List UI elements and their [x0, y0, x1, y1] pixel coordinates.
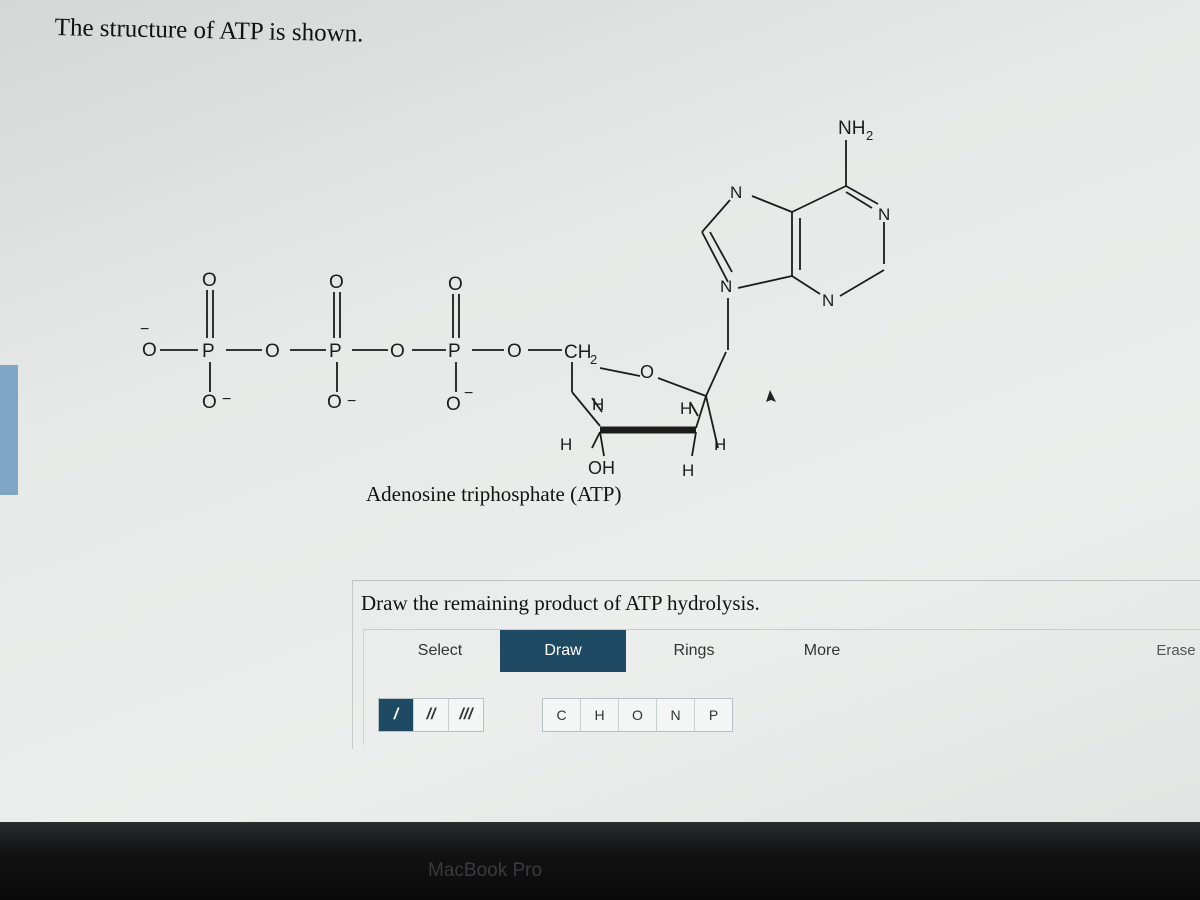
atom-o-bottom-3: O: [446, 394, 461, 415]
answer-instruction: Draw the remaining product of ATP hydrolysis.: [361, 591, 760, 615]
triple-bond-button[interactable]: ///: [459, 706, 473, 723]
atom-h-3: H: [560, 435, 573, 454]
tab-erase[interactable]: Erase: [1156, 642, 1196, 659]
bezel-label: MacBook Pro: [428, 860, 543, 881]
atom-ch2-subscript: 2: [590, 352, 598, 367]
atom-o-top-1: O: [202, 270, 217, 291]
atom-o-bottom-1: O: [202, 392, 217, 413]
atom-o-bridge-3: O: [507, 341, 522, 362]
atom-n-7: N: [730, 183, 743, 202]
atom-nh2: NH: [838, 118, 866, 139]
molecule-caption: Adenosine triphosphate (ATP): [366, 482, 622, 506]
atom-h-button[interactable]: H: [581, 699, 619, 731]
atom-minus-4: −: [464, 385, 474, 402]
answer-panel: [352, 580, 1200, 749]
atom-n-3: N: [822, 291, 835, 310]
drawing-toolbar: [363, 629, 1200, 745]
atom-h-4: H: [714, 435, 727, 454]
atom-h-2: H: [680, 399, 693, 418]
atom-n-9: N: [720, 277, 733, 296]
atom-tool-group: [542, 698, 733, 732]
atom-p-1: P: [202, 341, 215, 362]
atom-o-bottom-2: O: [327, 392, 342, 413]
tab-draw[interactable]: Draw: [500, 630, 626, 672]
atom-o-minus-1: O: [142, 340, 157, 361]
question-title: The structure of ATP is shown.: [54, 14, 364, 48]
atom-ring-o: O: [640, 362, 655, 382]
atom-p-3: P: [448, 341, 461, 362]
atom-o-bridge-2: O: [390, 341, 405, 362]
cursor-icon: [764, 390, 778, 408]
single-bond-button[interactable]: /: [379, 699, 414, 731]
atom-h-5: H: [682, 461, 695, 480]
atom-nh2-subscript: 2: [866, 128, 874, 143]
tab-select[interactable]: Select: [417, 642, 463, 659]
atom-c-button[interactable]: C: [543, 699, 581, 731]
tab-rings[interactable]: Rings: [673, 642, 715, 659]
atom-n-1: N: [878, 205, 891, 224]
atom-p-button[interactable]: P: [708, 707, 719, 723]
atom-h-1: H: [592, 395, 605, 414]
atom-o-top-3: O: [448, 274, 463, 295]
atom-n-button[interactable]: N: [657, 699, 695, 731]
atom-o-bridge-1: O: [265, 341, 280, 362]
bond-tool-group: [378, 698, 484, 732]
atom-o-button[interactable]: O: [619, 699, 657, 731]
atom-minus-2: −: [222, 391, 232, 408]
tab-more[interactable]: More: [803, 642, 841, 659]
double-bond-button[interactable]: //: [414, 699, 449, 731]
atom-ch2: CH: [564, 342, 592, 363]
atom-p-2: P: [329, 341, 342, 362]
atom-minus-1: −: [140, 321, 150, 338]
atom-minus-3: −: [347, 393, 357, 410]
atom-oh: OH: [588, 458, 615, 478]
atom-o-top-2: O: [329, 272, 344, 293]
laptop-bezel: [0, 822, 1200, 900]
